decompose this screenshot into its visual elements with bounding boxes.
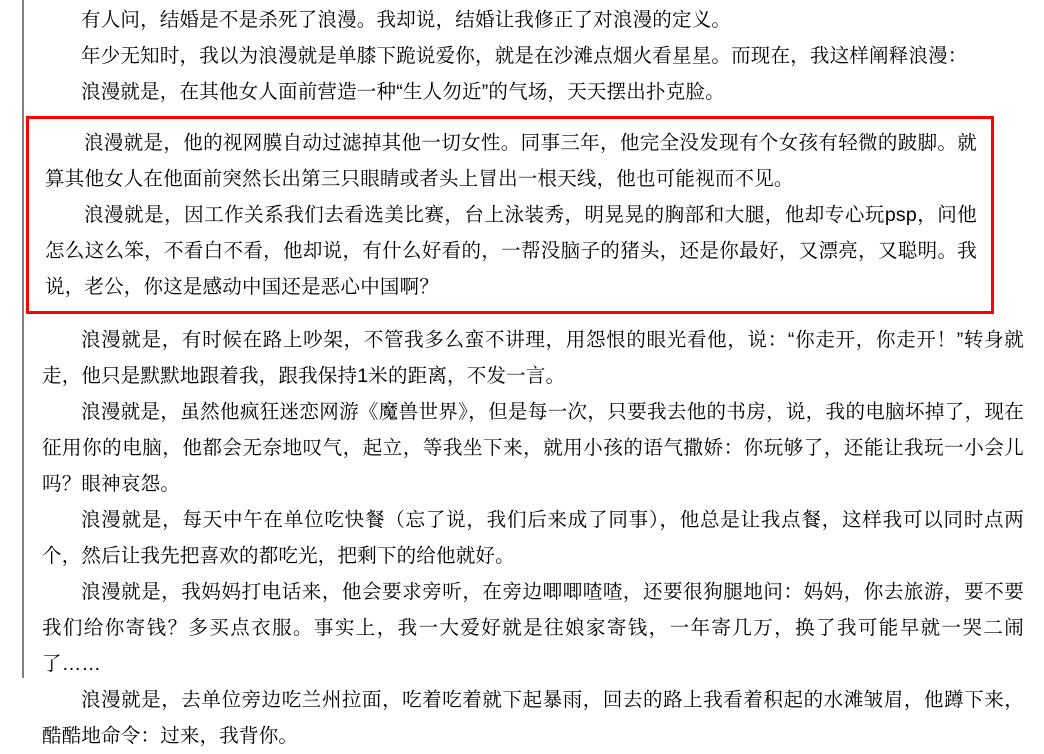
paragraph: 浪漫就是，因工作关系我们去看选美比赛，台上泳装秀，明晃晃的胸部和大腿，他却专心玩psp，问他怎么这么笨，不看白不看，他却说，有什么好看的，一帮没脑子的猪头，还是你最好，又漂亮，又聪明。我说，老公，你这是感动中国还是恶心中国啊？ xyxy=(45,204,977,298)
paragraph: 浪漫就是，我妈妈打电话来，他会要求旁听，在旁边唧唧喳喳，还要很狗腿地问：妈妈，你去旅游，要不要我们给你寄钱？多买点衣服。事实上，我一大爱好就是往娘家寄钱，一年寄几万，换了我可能早就一哭二闹了…… xyxy=(42,581,1024,675)
document-content xyxy=(42,0,1024,754)
paragraph: 有人问，结婚是不是杀死了浪漫。我却说，结婚让我修正了对浪漫的定义。 xyxy=(81,9,732,31)
paragraph: 浪漫就是，他的视网膜自动过滤掉其他一切女性。同事三年，他完全没发现有个女孩有轻微的跛脚。就算其他女人在他面前突然长出第三只眼睛或者头上冒出一根天线，他也可能视而不见。 xyxy=(45,132,977,190)
red-highlight-box xyxy=(26,116,994,314)
body-section xyxy=(42,314,1024,754)
left-margin-rule xyxy=(22,0,24,678)
paragraph: 浪漫就是，每天中午在单位吃快餐（忘了说，我们后来成了同事），他总是让我点餐，这样我可以同时点两个，然后让我先把喜欢的都吃光，把剩下的给他就好。 xyxy=(42,509,1024,567)
paragraph: 浪漫就是，虽然他疯狂迷恋网游《魔兽世界》，但是每一次，只要我去他的书房，说，我的电脑坏掉了，现在征用你的电脑，他都会无奈地叹气，起立，等我坐下来，就用小孩的语气撒娇：你玩够了，还能让我玩一小会儿吗？眼神哀怨。 xyxy=(42,401,1024,495)
paragraph: 浪漫就是，在其他女人面前营造一种“生人勿近”的气场，天天摆出扑克脸。 xyxy=(81,81,725,103)
intro-section xyxy=(42,0,1024,110)
paragraph: 浪漫就是，去单位旁边吃兰州拉面，吃着吃着就下起暴雨，回去的路上我看着积起的水滩皱眉，他蹲下来，酷酷地命令：过来，我背你。 xyxy=(42,689,1024,747)
paragraph: 年少无知时，我以为浪漫就是单膝下跪说爱你，就是在沙滩点烟火看星星。而现在，我这样阐释浪漫： xyxy=(81,45,968,67)
paragraph: 浪漫就是，有时候在路上吵架，不管我多么蛮不讲理，用怨恨的眼光看他，说：“你走开，你走开！”转身就走，他只是默默地跟着我，跟我保持1米的距离，不发一言。 xyxy=(42,329,1024,387)
